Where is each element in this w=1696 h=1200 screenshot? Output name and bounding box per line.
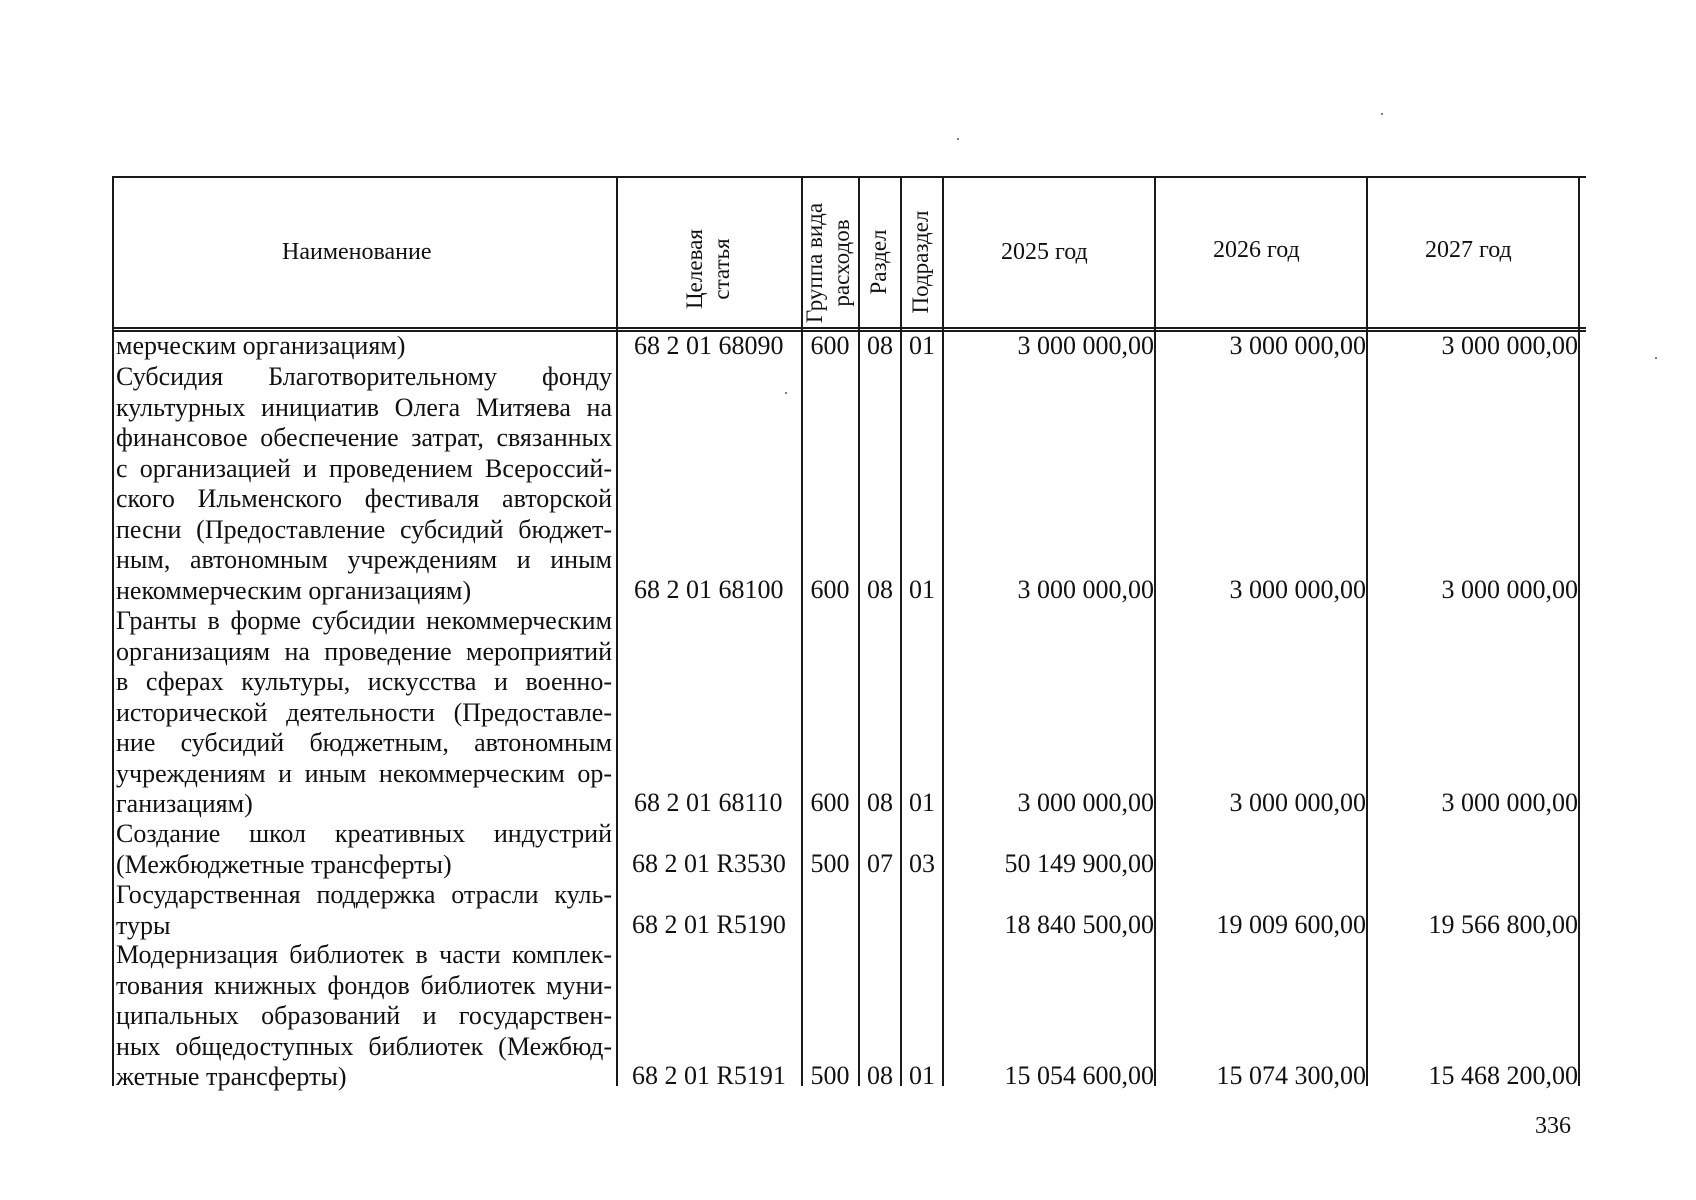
- scan-speck: [1655, 357, 1657, 359]
- row-5-2027: 15 468 200,00: [1428, 1061, 1578, 1090]
- row-4-2026: 19 009 600,00: [1216, 910, 1366, 939]
- row-1-2027: 3 000 000,00: [1441, 575, 1578, 604]
- row-4-2027: 19 566 800,00: [1428, 910, 1578, 939]
- row-1-2026: 3 000 000,00: [1229, 575, 1366, 604]
- row-5-article: 68 2 01 R5191: [632, 1061, 786, 1090]
- col-divider-2026: [1366, 176, 1368, 1086]
- row-3-article: 68 2 01 R3530: [632, 849, 786, 878]
- row-5-subsection: 01: [909, 1061, 935, 1090]
- row-1-name: Субсидия Благотворительному фонду культурных инициатив Олега Митяева на финансовое обеспечение затрат, связанных с организацией и проведением Всероссий- ского Ильменского фестиваля авторской песни (Предоставление субсидий бюджет- ным, автономным учреждениям и иным некоммерческим организациям): [116, 362, 612, 605]
- row-3-name: Создание школ креативных индустрий (Межбюджетные трансферты): [116, 819, 612, 879]
- row-2-group: 600: [810, 788, 850, 817]
- header-expense-group: Группа вида расходов: [802, 202, 854, 324]
- row-0-article: 68 2 01 68090: [634, 331, 784, 360]
- table-left-border: [112, 176, 114, 1086]
- row-5-section: 08: [867, 1061, 893, 1090]
- row-0-section: 08: [867, 331, 893, 360]
- row-1-subsection: 01: [909, 575, 935, 604]
- col-divider-section: [900, 176, 902, 1086]
- row-4-article: 68 2 01 R5190: [632, 910, 786, 939]
- col-divider-2025: [1154, 176, 1156, 1086]
- header-name: Наименование: [282, 239, 432, 265]
- header-subsection: Подраздел: [908, 210, 933, 314]
- row-0-2027: 3 000 000,00: [1441, 331, 1578, 360]
- row-3-2025: 50 149 900,00: [1004, 849, 1154, 878]
- row-1-section: 08: [867, 575, 893, 604]
- header-2027: 2027 год: [1425, 237, 1512, 263]
- row-4-2025: 18 840 500,00: [1004, 910, 1154, 939]
- scan-speck: [1381, 113, 1383, 115]
- header-target-article: Целевая статья: [682, 229, 734, 309]
- row-3-section: 07: [867, 849, 893, 878]
- table-right-border: [1578, 176, 1580, 1086]
- col-divider-subsection: [942, 176, 944, 1086]
- table-top-border: [112, 176, 1586, 178]
- row-4-name: Государственная поддержка отрасли куль- туры: [116, 880, 612, 940]
- row-0-name: мерческим организациям): [116, 331, 406, 360]
- row-1-article: 68 2 01 68100: [634, 575, 784, 604]
- row-2-name: Гранты в форме субсидии некоммерческим организациям на проведение мероприятий в сферах культуры, искусства и военно- исторической деятельности (Предоставле- ние субсидий бюджетным, автономным учреждениям и иным некоммерческим ор- ганизациям): [116, 606, 612, 818]
- row-1-group: 600: [810, 575, 850, 604]
- page-number: 336: [1535, 1113, 1571, 1139]
- row-5-2025: 15 054 600,00: [1004, 1061, 1154, 1090]
- row-1-2025: 3 000 000,00: [1017, 575, 1154, 604]
- row-5-name: Модернизация библиотек в части комплек- тования книжных фондов библиотек муни- ципальных образований и государствен- ных общедоступных библиотек (Межбюд- жетные трансферты): [116, 940, 612, 1091]
- row-5-2026: 15 074 300,00: [1216, 1061, 1366, 1090]
- row-3-subsection: 03: [909, 849, 935, 878]
- row-0-group: 600: [810, 331, 850, 360]
- row-0-2026: 3 000 000,00: [1229, 331, 1366, 360]
- header-section: Раздел: [866, 229, 891, 295]
- scan-speck: [785, 392, 787, 394]
- row-2-2027: 3 000 000,00: [1441, 788, 1578, 817]
- row-2-2026: 3 000 000,00: [1229, 788, 1366, 817]
- row-0-subsection: 01: [909, 331, 935, 360]
- row-2-2025: 3 000 000,00: [1017, 788, 1154, 817]
- row-0-2025: 3 000 000,00: [1017, 331, 1154, 360]
- header-2026: 2026 год: [1213, 237, 1300, 263]
- row-2-subsection: 01: [909, 788, 935, 817]
- row-5-group: 500: [810, 1061, 850, 1090]
- row-3-group: 500: [810, 849, 850, 878]
- header-2025: 2025 год: [1001, 239, 1088, 265]
- col-divider-name: [616, 176, 618, 1086]
- row-2-section: 08: [867, 788, 893, 817]
- scan-speck: [957, 138, 959, 140]
- row-2-article: 68 2 01 68110: [634, 788, 783, 817]
